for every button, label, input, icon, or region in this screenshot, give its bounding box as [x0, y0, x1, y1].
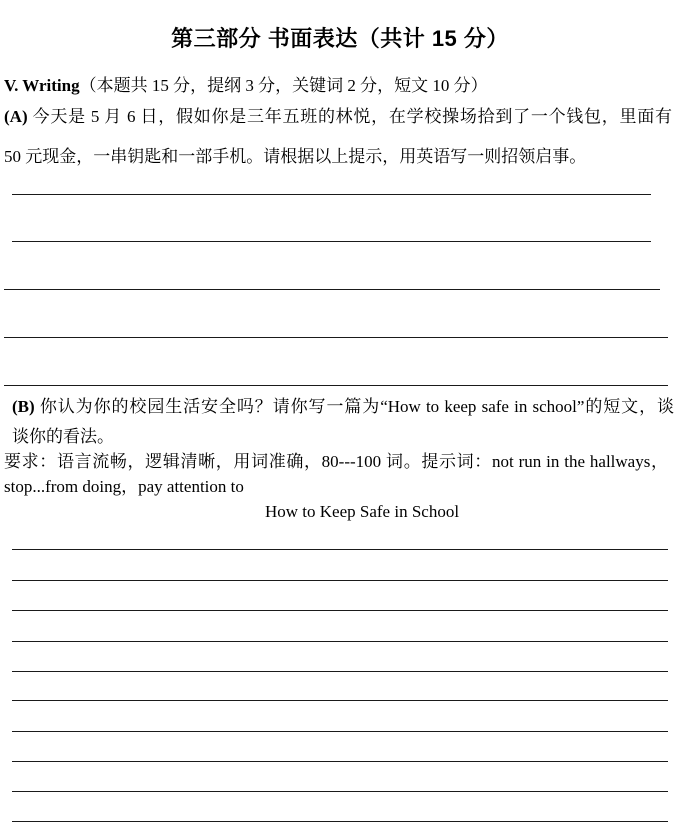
part-a-prompt-text-1: 今天是 5 月 6 日，假如你是三年五班的林悦，在学校操场拾到了一个钱包，里面有: [32, 107, 672, 126]
part-b-answer-line: [12, 641, 668, 642]
part-a-prompt-line-1: [4, 107, 672, 127]
part-b-prompt-text-1: 你认为你的校园生活安全吗？请你写一篇为“How to keep safe in school”的短文，谈: [39, 397, 674, 416]
part-b-answer-line: [12, 731, 668, 732]
part-b-requirements-line-1: 要求：语言流畅，逻辑清晰，用词准确，80---100 词。提示词：not run in the hallways，: [4, 452, 668, 471]
part-b-prompt-line-1: [12, 397, 674, 417]
part-b-requirements-line-2: stop...from doing，pay attention to: [4, 477, 244, 496]
section-scoring: （本题共 15 分，提纲 3 分，关键词 2 分，短文 10 分）: [79, 76, 488, 95]
part-b-answer-line: [12, 700, 668, 701]
part-a-prompt-line-2: 50 元现金，一串钥匙和一部手机。请根据以上提示，用英语写一则招领启事。: [4, 147, 587, 166]
part-b-answer-line: [12, 580, 668, 581]
part-a-answer-line: [12, 194, 651, 195]
part-b-answer-line: [12, 671, 668, 672]
part-b-answer-line: [12, 761, 668, 762]
part-b-answer-line: [12, 791, 668, 792]
part-b-answer-line: [12, 610, 668, 611]
part-b-label: (B): [12, 397, 35, 416]
part-a-answer-line: [12, 241, 651, 242]
section-label: V. Writing: [4, 76, 80, 95]
part-b-prompt-line-2: 谈你的看法。: [12, 427, 114, 446]
part-a-label: (A): [4, 107, 28, 126]
essay-title: How to Keep Safe in School: [265, 502, 460, 521]
part-b-answer-line: [12, 821, 668, 822]
part-b-answer-line: [12, 549, 668, 550]
section-heading: [4, 76, 676, 96]
part-a-answer-line: [4, 337, 668, 338]
part-a-answer-line: [4, 385, 668, 386]
page-title: 第三部分 书面表达（共计 15 分）: [171, 26, 509, 51]
part-a-answer-line: [4, 289, 660, 290]
